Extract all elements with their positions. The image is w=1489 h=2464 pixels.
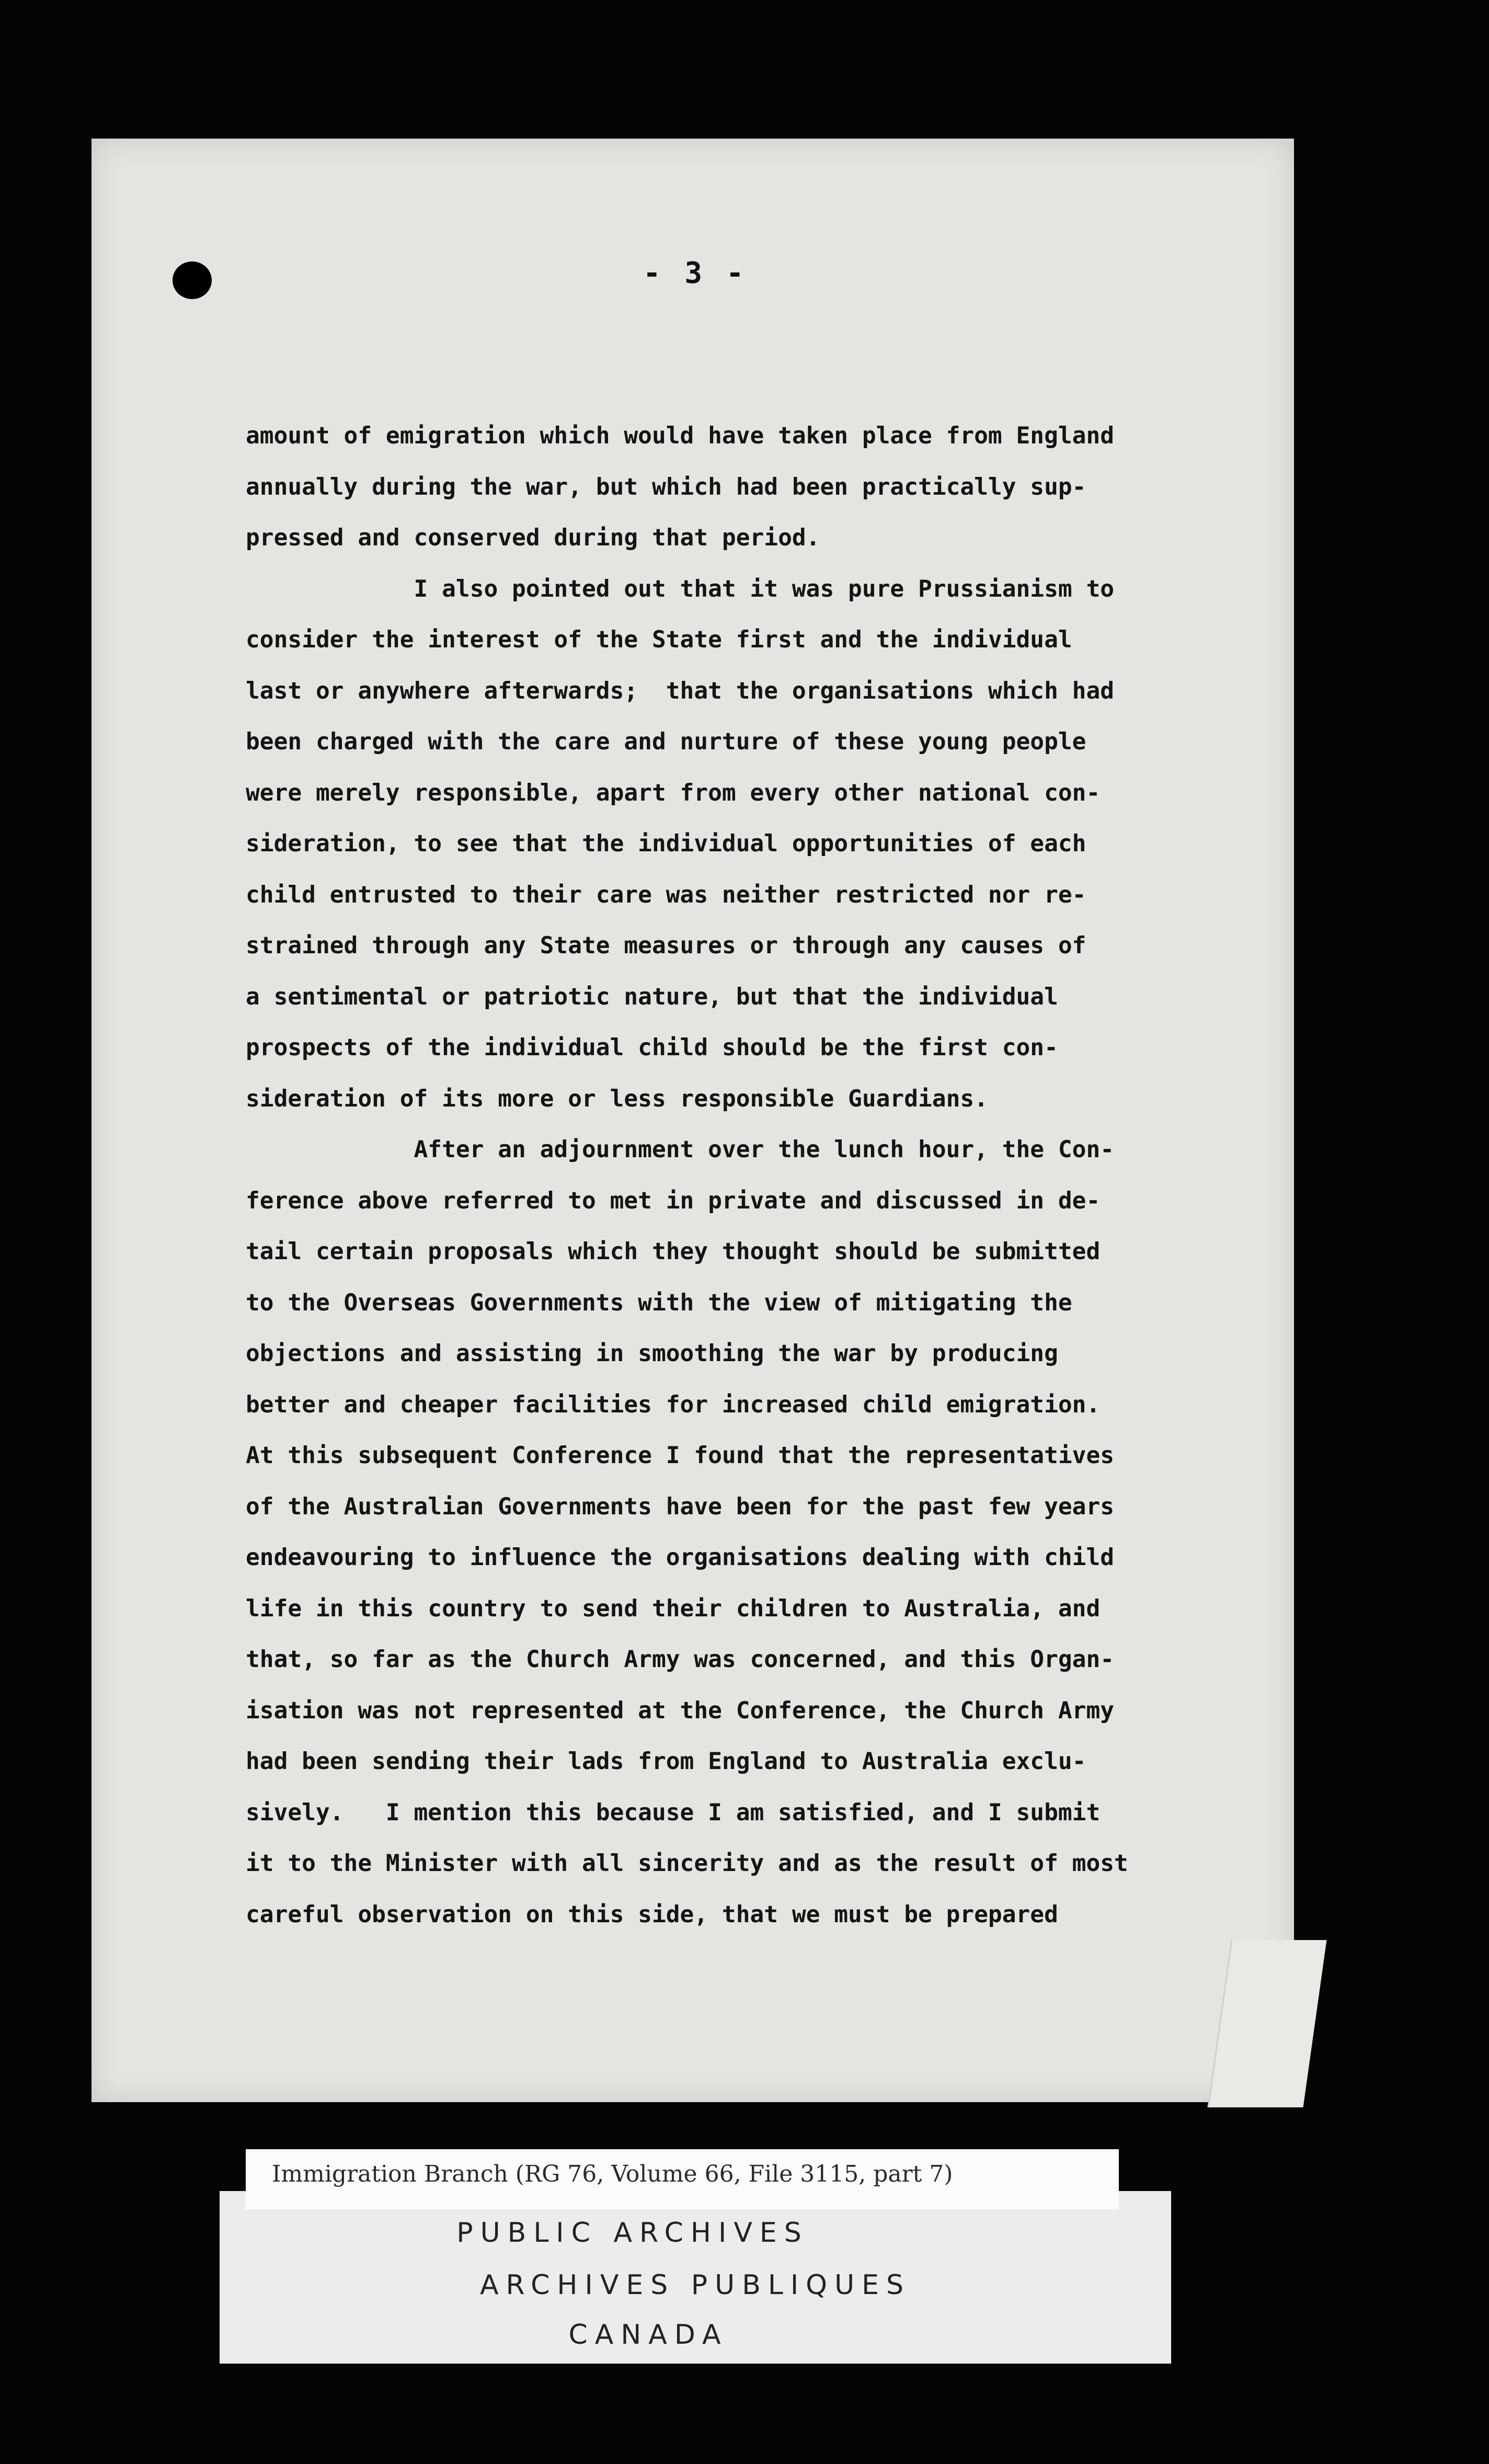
text-line: consider the interest of the State first and the individual <box>246 626 1072 653</box>
text-line: isation was not represented at the Conference, the Church Army <box>246 1697 1115 1724</box>
text-line: been charged with the care and nurture of these young people <box>246 728 1086 755</box>
text-line: annually during the war, but which had been practically sup- <box>246 473 1086 500</box>
punch-hole <box>173 261 212 299</box>
text-line: I also pointed out that it was pure Prussianism to <box>246 575 1115 602</box>
text-line: amount of emigration which would have taken place from England <box>246 423 1115 449</box>
text-line: sideration of its more or less responsible Guardians. <box>246 1085 988 1112</box>
text-line: of the Australian Governments have been for the past few years <box>246 1493 1115 1520</box>
text-line: pressed and conserved during that period. <box>246 524 820 551</box>
text-line: child entrusted to their care was neither restricted nor re- <box>246 881 1086 908</box>
archive-stamp <box>220 2191 1171 2364</box>
text-line: careful observation on this side, that we must be prepared <box>246 1901 1058 1928</box>
text-line: objections and assisting in smoothing the war by producing <box>246 1340 1058 1367</box>
text-line: ference above referred to met in private and discussed in de- <box>246 1187 1101 1214</box>
text-line: that, so far as the Church Army was concerned, and this Organ- <box>246 1646 1115 1673</box>
text-line: After an adjournment over the lunch hour, the Con- <box>246 1136 1115 1163</box>
text-line: to the Overseas Governments with the view of mitigating the <box>246 1289 1072 1316</box>
page-number: - 3 - <box>643 256 747 290</box>
stamp-line: CANADA <box>568 2319 728 2351</box>
text-line: last or anywhere afterwards; that the organisations which had <box>246 677 1115 704</box>
archive-reference: Immigration Branch (RG 76, Volume 66, File 3115, part 7) <box>272 2161 953 2187</box>
text-line: prospects of the individual child should be the first con- <box>246 1034 1058 1061</box>
text-line: it to the Minister with all sincerity and as the result of most <box>246 1850 1128 1877</box>
text-line: life in this country to send their children to Australia, and <box>246 1595 1101 1622</box>
text-line: better and cheaper facilities for increased child emigration. <box>246 1391 1101 1418</box>
text-line: tail certain proposals which they thought should be submitted <box>246 1238 1101 1265</box>
text-line: had been sending their lads from England to Australia exclu- <box>246 1748 1086 1775</box>
stamp-line: PUBLIC ARCHIVES <box>456 2217 809 2249</box>
text-line: endeavouring to influence the organisations dealing with child <box>246 1544 1115 1571</box>
body-text <box>246 410 1197 1940</box>
stamp-line: ARCHIVES PUBLIQUES <box>479 2269 911 2301</box>
text-line: were merely responsible, apart from every other national con- <box>246 779 1101 806</box>
text-line: At this subsequent Conference I found that the representatives <box>246 1442 1115 1469</box>
text-line: strained through any State measures or through any causes of <box>246 932 1086 959</box>
text-line: sively. I mention this because I am satisfied, and I submit <box>246 1799 1101 1826</box>
text-line: a sentimental or patriotic nature, but that the individual <box>246 983 1058 1010</box>
archive-reference-label <box>246 2149 1119 2209</box>
text-line: sideration, to see that the individual opportunities of each <box>246 830 1086 857</box>
